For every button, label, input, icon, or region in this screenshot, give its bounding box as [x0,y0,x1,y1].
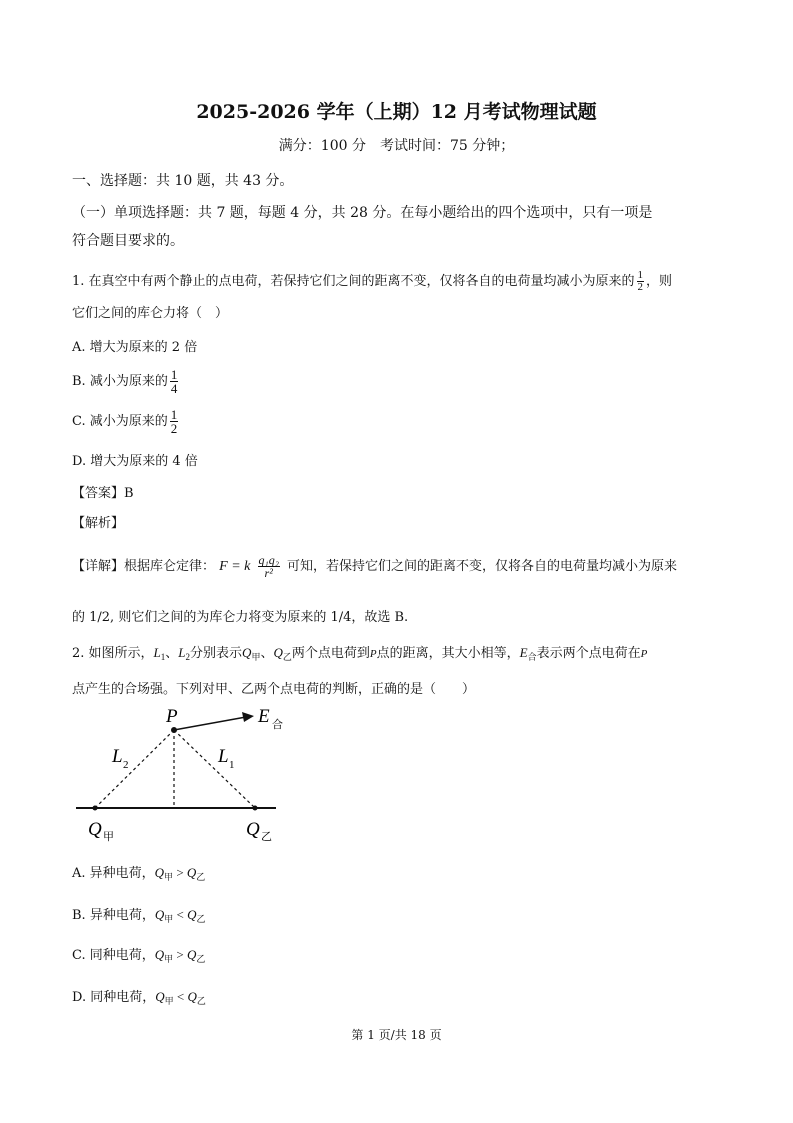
section-heading: 一、选择题：共 10 题，共 43 分。 [72,173,294,189]
frac-numerator: 1 [637,269,644,281]
frac-denominator: 2 [170,421,178,436]
symbol-Q-jia-sub: 甲 [251,653,261,663]
symbol-L2: L [178,645,186,660]
comparison-operator: > [173,865,187,880]
formula-lhs: F = k [219,559,251,574]
dashed-line-L1 [174,730,255,808]
q2-stem-text-4: 点的距离，其大小相等， [376,646,520,661]
symbol-Q: Q [154,947,165,962]
separator: 、 [260,646,274,661]
point-P [171,727,177,733]
symbol-Q: Q [154,865,165,880]
symbol-Q-yi: Q [273,645,283,660]
section-subheading-line2: 符合题目要求的。 [72,233,184,249]
symbol-sub: 甲 [164,915,174,925]
option-text: B. 异种电荷， [72,908,155,923]
q1-analysis-label: 【解析】 [72,516,125,531]
label-L1: L [218,746,229,767]
q1-option-b [72,368,178,395]
separator: 、 [165,646,179,661]
label-Q-jia: Q [88,819,102,840]
comparison-operator: < [173,907,188,922]
symbol-L1: L [153,645,161,660]
frac-denominator: 4 [170,381,178,396]
point-Q-jia [93,806,98,811]
page-footer: 第 1 页/共 18 页 [351,1028,442,1042]
symbol-P: P [369,648,377,660]
symbol-sub: 甲 [164,955,174,965]
symbol-Q: Q [187,947,197,962]
formula-fraction [258,554,280,579]
label-Q-jia-sub: 甲 [103,831,114,843]
frac-numerator: 1 [170,367,178,382]
q2-stem-text-5: 表示两个点电荷在 [536,646,641,661]
label-L2-sub: 2 [123,759,129,771]
field-vector [174,717,246,730]
symbol-sub: 乙 [196,997,206,1007]
symbol-sub: 乙 [196,955,206,965]
symbol-Q: Q [155,989,165,1004]
symbol-L2-sub: 2 [185,652,191,662]
q2-option-c [72,944,205,965]
q1-stem-fraction [637,270,645,293]
symbol-Q-yi-sub: 乙 [282,653,292,663]
q2-stem-text: 2. 如图所示， [72,646,154,661]
q1-option-c-fraction [170,408,179,435]
q1-option-b-fraction [170,368,179,395]
q1-option-c [72,408,178,435]
label-L1-sub: 1 [229,759,235,771]
comparison-operator: < [173,989,188,1004]
q1-option-b-text: B. 减小为原来的 [72,374,168,389]
symbol-Q: Q [186,865,197,880]
symbol-P-2: P [640,648,648,660]
label-Q-yi-sub: 乙 [261,831,272,843]
symbol-sub: 乙 [196,873,206,883]
point-Q-yi [253,806,258,811]
q2-option-d [72,986,206,1007]
dashed-line-L2 [95,730,174,808]
q1-stem [72,270,672,293]
field-diagram [70,700,290,850]
page-title: 2025-2026 学年（上期）12 月考试物理试题 [196,101,597,123]
label-Q-yi: Q [246,819,260,840]
q1-option-a: A. 增大为原来的 2 倍 [72,340,198,355]
symbol-E-sub: 合 [527,653,537,663]
q1-stem-tail: ，则 [646,274,673,289]
q1-option-d: D. 增大为原来的 4 倍 [72,454,198,469]
frac-denominator: 2 [637,281,644,293]
symbol-sub: 乙 [196,915,206,925]
section-subheading-line1: （一）单项选择题：共 7 题，每题 4 分，共 28 分。在每小题给出的四个选项中，只有一项是 [72,205,653,221]
q2-stem-text-3: 两个点电荷到 [291,646,370,661]
symbol-sub: 甲 [164,997,174,1007]
arrow-head-icon [242,712,254,722]
symbol-E: E [519,645,528,660]
label-E: E [258,706,270,727]
exam-info: 满分：100 分 考试时间：75 分钟； [278,138,515,154]
symbol-Q: Q [154,907,165,922]
q1-stem-text: 1. 在真空中有两个静止的点电荷，若保持它们之间的距离不变，仅将各自的电荷量均减小为原来的 [72,274,635,289]
symbol-Q-jia: Q [242,645,252,660]
frac-numerator: 1 [170,407,178,422]
option-text: A. 异种电荷， [72,866,155,881]
option-text: C. 同种电荷， [72,948,155,963]
label-E-sub: 合 [272,719,283,731]
comparison-operator: > [173,947,187,962]
q2-stem [72,642,647,663]
formula-numerator: q₁q₂ [258,553,279,567]
q1-detail-text-2: 可知，若保持它们之间的距离不变，仅将各自的电荷量均减小为原来 [287,559,678,574]
q1-detail [72,554,677,579]
q1-detail-text: 【详解】根据库仑定律： [72,559,216,574]
q2-option-b [72,904,205,925]
symbol-sub: 甲 [164,873,174,883]
q2-option-a [72,862,205,883]
q1-answer: 【答案】B [72,486,134,501]
symbol-L1-sub: 1 [160,652,166,662]
label-L2: L [112,746,123,767]
formula-denominator: r² [264,566,273,580]
option-text: D. 同种电荷， [72,990,156,1005]
q1-detail-line2: 的 1/2, 则它们之间的为库仑力将变为原来的 1/4，故选 B. [72,610,409,625]
q1-stem-line2: 它们之间的库仑力将（ ） [72,306,229,321]
label-P: P [166,706,178,727]
symbol-Q: Q [187,989,197,1004]
symbol-Q: Q [187,907,197,922]
q1-option-c-text: C. 减小为原来的 [72,414,168,429]
q2-stem-line2: 点产生的合场强。下列对甲、乙两个点电荷的判断，正确的是（ ） [72,682,476,697]
q2-stem-text-2: 分别表示 [190,646,243,661]
